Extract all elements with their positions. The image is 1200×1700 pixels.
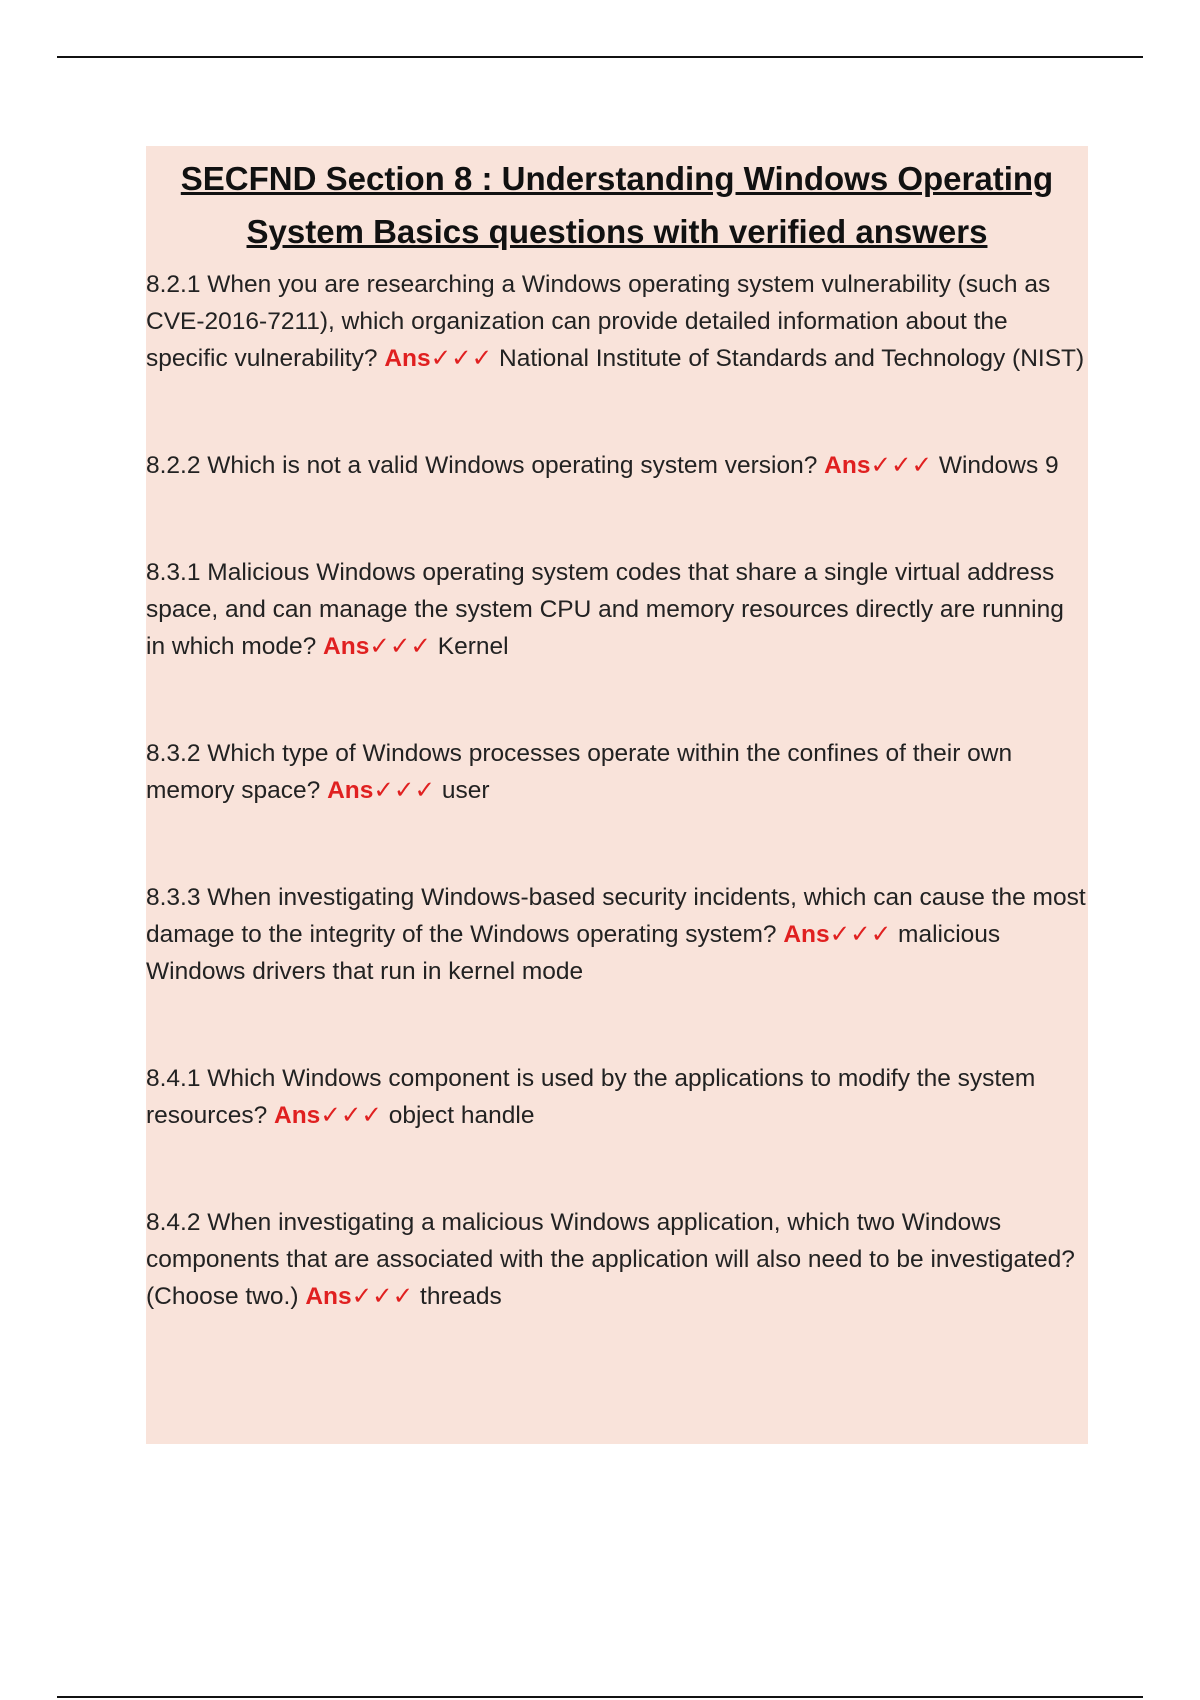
qa-item (146, 266, 1088, 377)
verified-check-icon: ✓✓✓ (351, 1283, 414, 1310)
qa-item (146, 879, 1088, 990)
question-text: 8.3.1 Malicious Windows operating system codes that share a single virtual address space, and can manage the system CPU and memory resources directly are running in which mode? (146, 559, 1064, 660)
answer-text: threads (420, 1283, 502, 1310)
verified-check-icon: ✓✓✓ (430, 345, 493, 372)
answer-label: Ans (274, 1102, 321, 1129)
title-line-2: System Basics questions with verified answers (246, 213, 988, 250)
qa-item (146, 447, 1088, 484)
question-text: 8.3.3 When investigating Windows-based security incidents, which can cause the most damage to the integrity of the Windows operating system? (146, 884, 1086, 948)
verified-check-icon: ✓✓✓ (320, 1102, 382, 1129)
answer-text: malicious Windows drivers that run in kernel mode (146, 921, 1001, 985)
verified-check-icon: ✓✓✓ (870, 452, 933, 479)
question-text: 8.2.1 When you are researching a Windows operating system vulnerability (such as CVE-2016-7211), which organization can provide detailed information about the specific vulnerability? (146, 271, 1051, 372)
question-text: 8.3.2 Which type of Windows processes operate within the confines of their own memory space? (146, 740, 1013, 804)
answer-text: National Institute of Standards and Technology (NIST) (499, 345, 1085, 372)
document-body (146, 146, 1088, 1444)
qa-item (146, 735, 1088, 809)
title-line-1: SECFND Section 8 : Understanding Windows Operating (180, 160, 1054, 197)
answer-label: Ans (783, 921, 830, 948)
answer-label: Ans (323, 633, 370, 660)
footer-rule (57, 1696, 1143, 1698)
qa-item (146, 1204, 1088, 1315)
verified-check-icon: ✓✓✓ (373, 777, 435, 804)
answer-text: object handle (388, 1102, 535, 1129)
answer-label: Ans (305, 1283, 352, 1310)
answer-label: Ans (824, 452, 871, 479)
answer-label: Ans (384, 345, 431, 372)
header-rule (57, 56, 1143, 58)
qa-item (146, 554, 1088, 665)
qa-item (146, 1060, 1088, 1134)
answer-text: Kernel (437, 633, 509, 660)
question-text: 8.4.2 When investigating a malicious Windows application, which two Windows components that are associated with the application will also need to be investigated? (Choose two.) (146, 1209, 1075, 1310)
question-text: 8.4.1 Which Windows component is used by the applications to modify the system resources? (146, 1065, 1036, 1129)
verified-check-icon: ✓✓✓ (829, 921, 892, 948)
question-list (146, 266, 1088, 1315)
document-title (146, 146, 1088, 258)
question-text: 8.2.2 Which is not a valid Windows operating system version? (146, 452, 818, 479)
verified-check-icon: ✓✓✓ (369, 633, 431, 660)
answer-text: Windows 9 (938, 452, 1059, 479)
answer-label: Ans (327, 777, 374, 804)
answer-text: user (441, 777, 490, 804)
